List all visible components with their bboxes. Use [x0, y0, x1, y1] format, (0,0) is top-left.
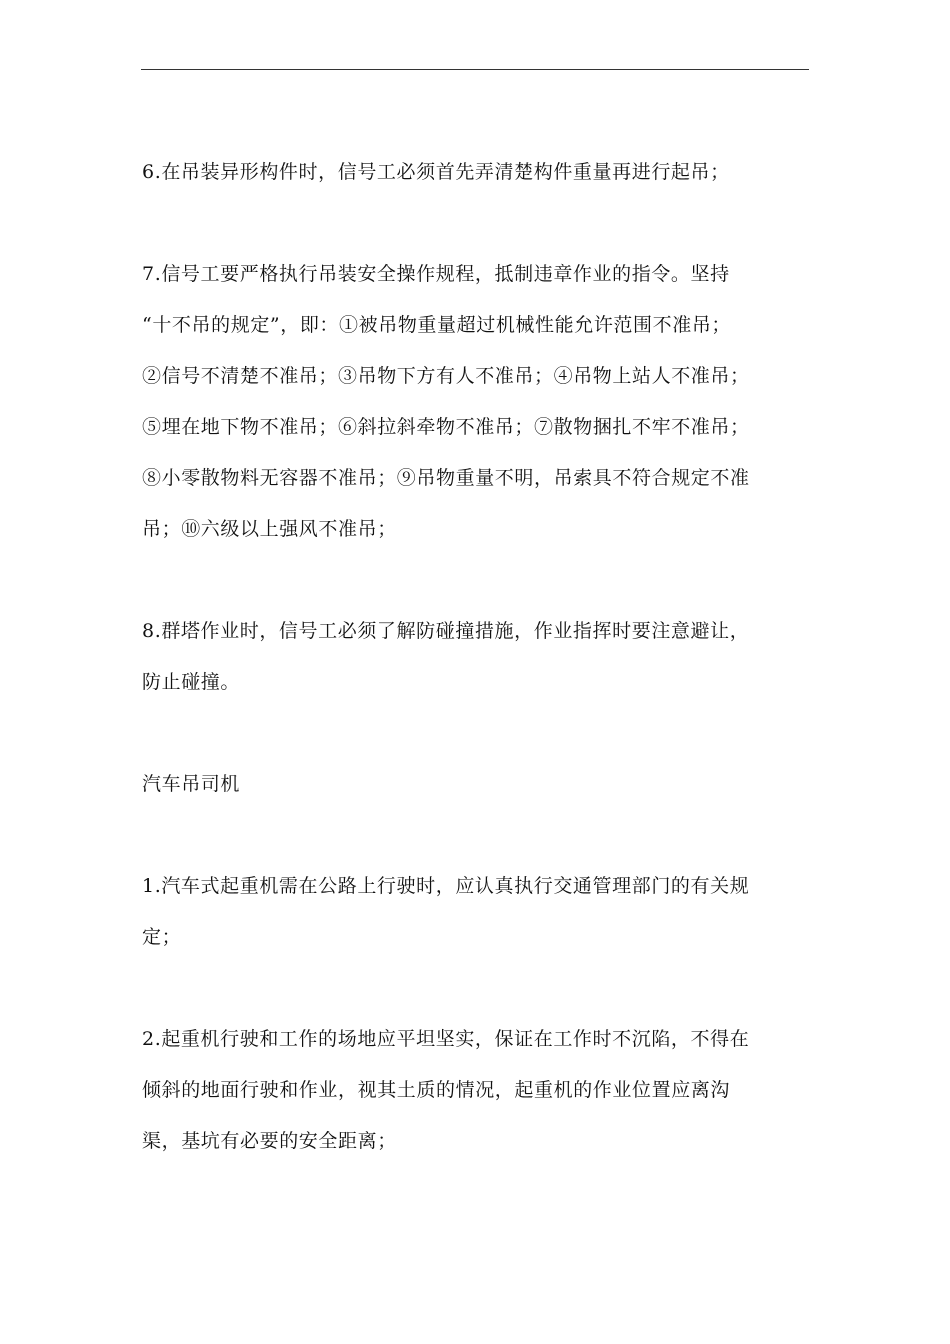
- paragraph-item-2: [142, 1014, 792, 1167]
- text-line: 倾斜的地面行驶和作业，视其土质的情况，起重机的作业位置应离沟: [142, 1079, 731, 1101]
- text-line: 1.汽车式起重机需在公路上行驶时，应认真执行交通管理部门的有关规: [142, 875, 750, 897]
- text-line: ⑤埋在地下物不准吊；⑥斜拉斜牵物不准吊；⑦散物捆扎不牢不准吊；: [142, 416, 750, 438]
- text-line: 6.在吊装异形构件时，信号工必须首先弄清楚构件重量再进行起吊；: [142, 161, 730, 183]
- text-line: 8.群塔作业时，信号工必须了解防碰撞措施，作业指挥时要注意避让，: [142, 620, 750, 642]
- paragraph-item-1: [142, 861, 792, 963]
- paragraph-item-7: [142, 249, 792, 555]
- text-line: 定；: [142, 926, 182, 948]
- text-line: 2.起重机行驶和工作的场地应平坦坚实，保证在工作时不沉陷，不得在: [142, 1028, 750, 1050]
- paragraph-item-8: [142, 606, 792, 708]
- text-line: ②信号不清楚不准吊；③吊物下方有人不准吊；④吊物上站人不准吊；: [142, 365, 750, 387]
- text-line: ⑧小零散物料无容器不准吊；⑨吊物重量不明，吊索具不符合规定不准: [142, 467, 750, 489]
- section-heading-text: 汽车吊司机: [142, 773, 241, 795]
- header-rule: [141, 69, 809, 70]
- document-body: [142, 147, 792, 1218]
- text-line: 渠，基坑有必要的安全距离；: [142, 1130, 397, 1152]
- text-line: “十不吊的规定”，即：①被吊物重量超过机械性能允许范围不准吊；: [142, 314, 732, 336]
- section-heading: [142, 759, 792, 810]
- text-line: 吊；⑩六级以上强风不准吊；: [142, 518, 397, 540]
- text-line: 防止碰撞。: [142, 671, 241, 693]
- paragraph-item-6: [142, 147, 792, 198]
- text-line: 7.信号工要严格执行吊装安全操作规程，抵制违章作业的指令。坚持: [142, 263, 730, 285]
